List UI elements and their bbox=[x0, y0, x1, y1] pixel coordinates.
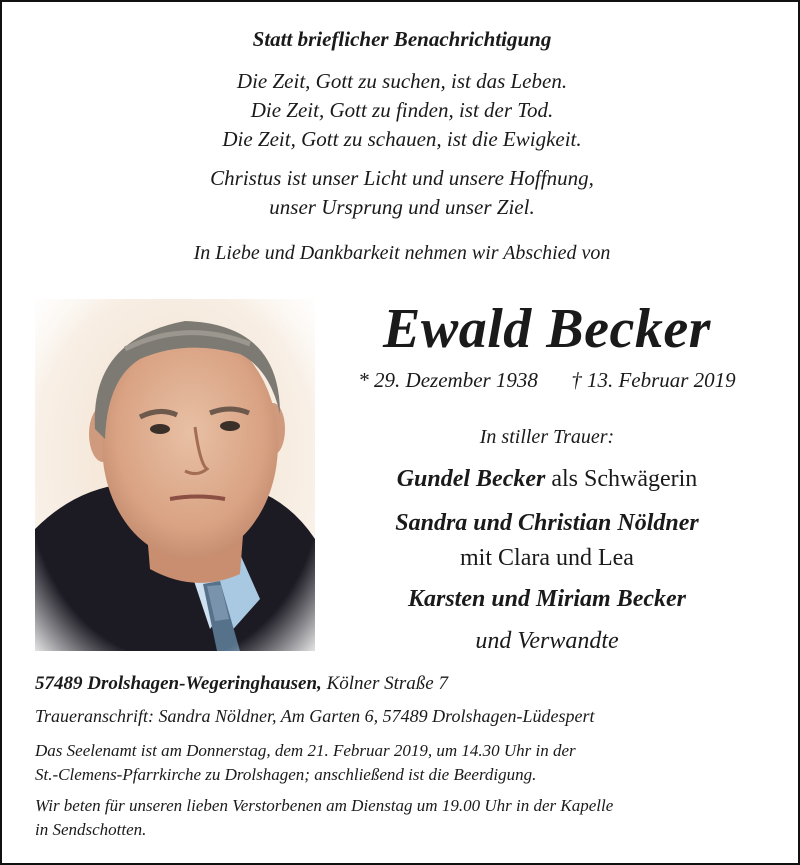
notice-line: Das Seelenamt ist am Donnerstag, dem 21. Februar 2019, um 14.30 Uhr in der bbox=[35, 741, 576, 760]
mourner-name: Gundel Becker bbox=[396, 466, 546, 492]
deceased-name: Ewald Becker bbox=[383, 298, 711, 360]
notice-line: in Sendschotten. bbox=[35, 820, 147, 839]
life-dates bbox=[347, 368, 747, 393]
faith-verse bbox=[2, 164, 800, 222]
address-street: Kölner Straße 7 bbox=[326, 673, 448, 694]
mourner-children: mit Clara und Lea bbox=[460, 545, 634, 571]
poem-line: Die Zeit, Gott zu suchen, ist das Leben. bbox=[236, 69, 568, 93]
mourner-noeldner bbox=[347, 510, 747, 537]
mourners-intro: In stiller Trauer: bbox=[479, 426, 615, 448]
portrait-photo bbox=[35, 299, 315, 651]
notice-heading: Statt brieflicher Benachrichtigung bbox=[252, 27, 552, 51]
mourner-name: Sandra und Christian Nöldner bbox=[395, 510, 699, 536]
notice-line: St.-Clemens-Pfarrkirche zu Drolshagen; anschließend ist die Beerdigung. bbox=[35, 765, 537, 784]
mourner-karsten bbox=[347, 586, 747, 613]
farewell-intro: In Liebe und Dankbarkeit nehmen wir Abschied von bbox=[193, 242, 611, 264]
mourner-relatives: und Verwandte bbox=[475, 628, 619, 654]
notice-line: Wir beten für unseren lieben Verstorbenen am Dienstag um 19.00 Uhr in der Kapelle bbox=[35, 796, 614, 815]
mourning-address: Traueranschrift: Sandra Nöldner, Am Garten 6, 57489 Drolshagen-Lüdespert bbox=[35, 706, 595, 726]
death-date: † 13. Februar 2019 bbox=[571, 368, 736, 392]
poem-line: Die Zeit, Gott zu schauen, ist die Ewigkeit. bbox=[222, 127, 582, 151]
poem-verse bbox=[2, 67, 800, 154]
mourner-name: Karsten und Miriam Becker bbox=[407, 586, 687, 612]
requiem-notice bbox=[35, 739, 775, 787]
mourner-gundel bbox=[347, 466, 747, 493]
address-place: 57489 Drolshagen-Wegeringhausen, bbox=[35, 673, 322, 694]
faith-line: unser Ursprung und unser Ziel. bbox=[269, 195, 535, 219]
family-address bbox=[35, 673, 448, 695]
poem-line: Die Zeit, Gott zu finden, ist der Tod. bbox=[250, 98, 554, 122]
birth-date: * 29. Dezember 1938 bbox=[358, 368, 538, 392]
prayer-notice bbox=[35, 794, 775, 842]
faith-line: Christus ist unser Licht und unsere Hoffnung, bbox=[210, 166, 594, 190]
mourner-relation: als Schwägerin bbox=[551, 466, 698, 492]
